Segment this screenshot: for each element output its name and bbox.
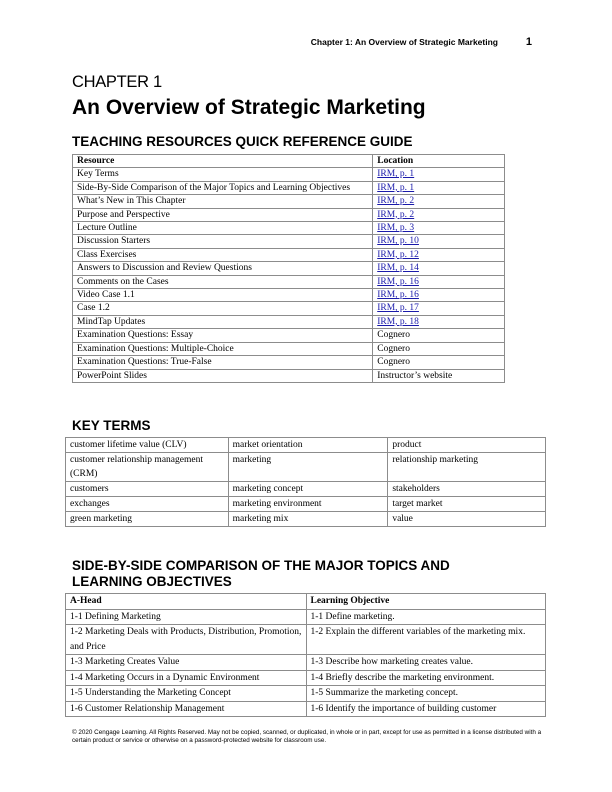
resource-row — [73, 289, 505, 302]
resource-location-link[interactable]: IRM, p. 1 — [373, 168, 505, 181]
resource-name: Lecture Outline — [73, 222, 373, 235]
key-terms-row — [66, 453, 546, 482]
resource-location: Cognero — [373, 329, 505, 342]
resource-location: Cognero — [373, 356, 505, 369]
a-head: 1-1 Defining Marketing — [66, 609, 307, 625]
resource-name: Purpose and Perspective — [73, 208, 373, 221]
key-term: product — [388, 438, 546, 453]
key-term: customers — [66, 482, 229, 497]
resource-row — [73, 315, 505, 328]
key-terms-row — [66, 438, 546, 453]
resource-row — [73, 329, 505, 342]
resource-name: PowerPoint Slides — [73, 369, 373, 382]
key-terms-heading: KEY TERMS — [72, 418, 151, 433]
resource-name: MindTap Updates — [73, 315, 373, 328]
resource-location-link[interactable]: IRM, p. 16 — [373, 275, 505, 288]
resource-name: Examination Questions: Multiple-Choice — [73, 342, 373, 355]
key-term: market orientation — [228, 438, 388, 453]
key-term: stakeholders — [388, 482, 546, 497]
a-head: 1-6 Customer Relationship Management — [66, 701, 307, 717]
resource-location-link[interactable]: IRM, p. 18 — [373, 315, 505, 328]
resources-col-resource: Resource — [73, 155, 373, 168]
resource-row — [73, 195, 505, 208]
resources-header-row — [73, 155, 505, 168]
key-terms-body — [66, 438, 546, 527]
learning-objective: 1-2 Explain the different variables of the marketing mix. — [306, 625, 546, 655]
key-terms-row — [66, 482, 546, 497]
resource-name: Comments on the Cases — [73, 275, 373, 288]
running-title: Chapter 1: An Overview of Strategic Marketing — [310, 37, 498, 47]
key-term: marketing — [228, 453, 388, 482]
copyright-footer: © 2020 Cengage Learning. All Rights Reserved. May not be copied, scanned, or duplicated, in whole or in part, except for use as permitted in a license distributed with a certain product or service or otherwise on a password-protected website for classroom use. — [72, 729, 542, 745]
resource-name: What’s New in This Chapter — [73, 195, 373, 208]
chapter-title: An Overview of Strategic Marketing — [72, 96, 426, 119]
resource-row — [73, 168, 505, 181]
key-term: green marketing — [66, 512, 229, 527]
key-term: marketing concept — [228, 482, 388, 497]
resource-location: Cognero — [373, 342, 505, 355]
side-by-side-row — [66, 686, 546, 702]
key-terms-row — [66, 497, 546, 512]
resource-row — [73, 275, 505, 288]
resource-row — [73, 248, 505, 261]
a-head: 1-3 Marketing Creates Value — [66, 655, 307, 671]
key-term: marketing environment — [228, 497, 388, 512]
key-term: value — [388, 512, 546, 527]
resources-heading: TEACHING RESOURCES QUICK REFERENCE GUIDE — [72, 134, 413, 149]
key-terms-table — [65, 437, 546, 527]
resource-name: Examination Questions: True-False — [73, 356, 373, 369]
key-terms-row — [66, 512, 546, 527]
resource-location-link[interactable]: IRM, p. 16 — [373, 289, 505, 302]
resource-name: Video Case 1.1 — [73, 289, 373, 302]
resources-body — [73, 168, 505, 383]
resource-name: Side-By-Side Comparison of the Major Topics and Learning Objectives — [73, 181, 373, 194]
chapter-label: CHAPTER 1 — [72, 73, 162, 91]
side-by-side-header-row — [66, 594, 546, 610]
resources-col-location: Location — [373, 155, 505, 168]
a-head: 1-4 Marketing Occurs in a Dynamic Environment — [66, 670, 307, 686]
resource-location-link[interactable]: IRM, p. 12 — [373, 248, 505, 261]
resource-row — [73, 235, 505, 248]
side-by-side-row — [66, 655, 546, 671]
resource-row — [73, 356, 505, 369]
side-by-side-col-objective: Learning Objective — [306, 594, 546, 610]
resource-location-link[interactable]: IRM, p. 10 — [373, 235, 505, 248]
resource-row — [73, 302, 505, 315]
a-head: 1-5 Understanding the Marketing Concept — [66, 686, 307, 702]
side-by-side-table — [65, 593, 546, 717]
resource-location-link[interactable]: IRM, p. 17 — [373, 302, 505, 315]
resource-location-link[interactable]: IRM, p. 1 — [373, 181, 505, 194]
resource-row — [73, 208, 505, 221]
key-term: target market — [388, 497, 546, 512]
resource-name: Answers to Discussion and Review Questions — [73, 262, 373, 275]
key-term: relationship marketing — [388, 453, 546, 482]
key-term: exchanges — [66, 497, 229, 512]
learning-objective: 1-1 Define marketing. — [306, 609, 546, 625]
resource-row — [73, 262, 505, 275]
learning-objective: 1-4 Briefly describe the marketing environment. — [306, 670, 546, 686]
resource-name: Examination Questions: Essay — [73, 329, 373, 342]
key-term: marketing mix — [228, 512, 388, 527]
resource-name: Key Terms — [73, 168, 373, 181]
resource-location: Instructor’s website — [373, 369, 505, 382]
resource-name: Discussion Starters — [73, 235, 373, 248]
side-by-side-row — [66, 625, 546, 655]
resource-location-link[interactable]: IRM, p. 2 — [373, 195, 505, 208]
key-term: customer relationship management (CRM) — [66, 453, 229, 482]
resource-row — [73, 181, 505, 194]
resource-location-link[interactable]: IRM, p. 3 — [373, 222, 505, 235]
side-by-side-col-ahead: A-Head — [66, 594, 307, 610]
side-by-side-heading: SIDE-BY-SIDE COMPARISON OF THE MAJOR TOPICS AND LEARNING OBJECTIVES — [72, 558, 450, 589]
resource-row — [73, 342, 505, 355]
learning-objective: 1-3 Describe how marketing creates value. — [306, 655, 546, 671]
resource-row — [73, 369, 505, 382]
a-head: 1-2 Marketing Deals with Products, Distribution, Promotion, and Price — [66, 625, 307, 655]
learning-objective: 1-5 Summarize the marketing concept. — [306, 686, 546, 702]
side-by-side-row — [66, 670, 546, 686]
key-term: customer lifetime value (CLV) — [66, 438, 229, 453]
learning-objective: 1-6 Identify the importance of building customer — [306, 701, 546, 717]
resource-name: Case 1.2 — [73, 302, 373, 315]
resource-location-link[interactable]: IRM, p. 2 — [373, 208, 505, 221]
resource-location-link[interactable]: IRM, p. 14 — [373, 262, 505, 275]
resources-table — [72, 154, 505, 383]
resource-row — [73, 222, 505, 235]
resource-name: Class Exercises — [73, 248, 373, 261]
side-by-side-row — [66, 609, 546, 625]
side-by-side-body — [66, 609, 546, 717]
page-number: 1 — [525, 36, 532, 48]
side-by-side-row — [66, 701, 546, 717]
page-header — [72, 36, 540, 50]
